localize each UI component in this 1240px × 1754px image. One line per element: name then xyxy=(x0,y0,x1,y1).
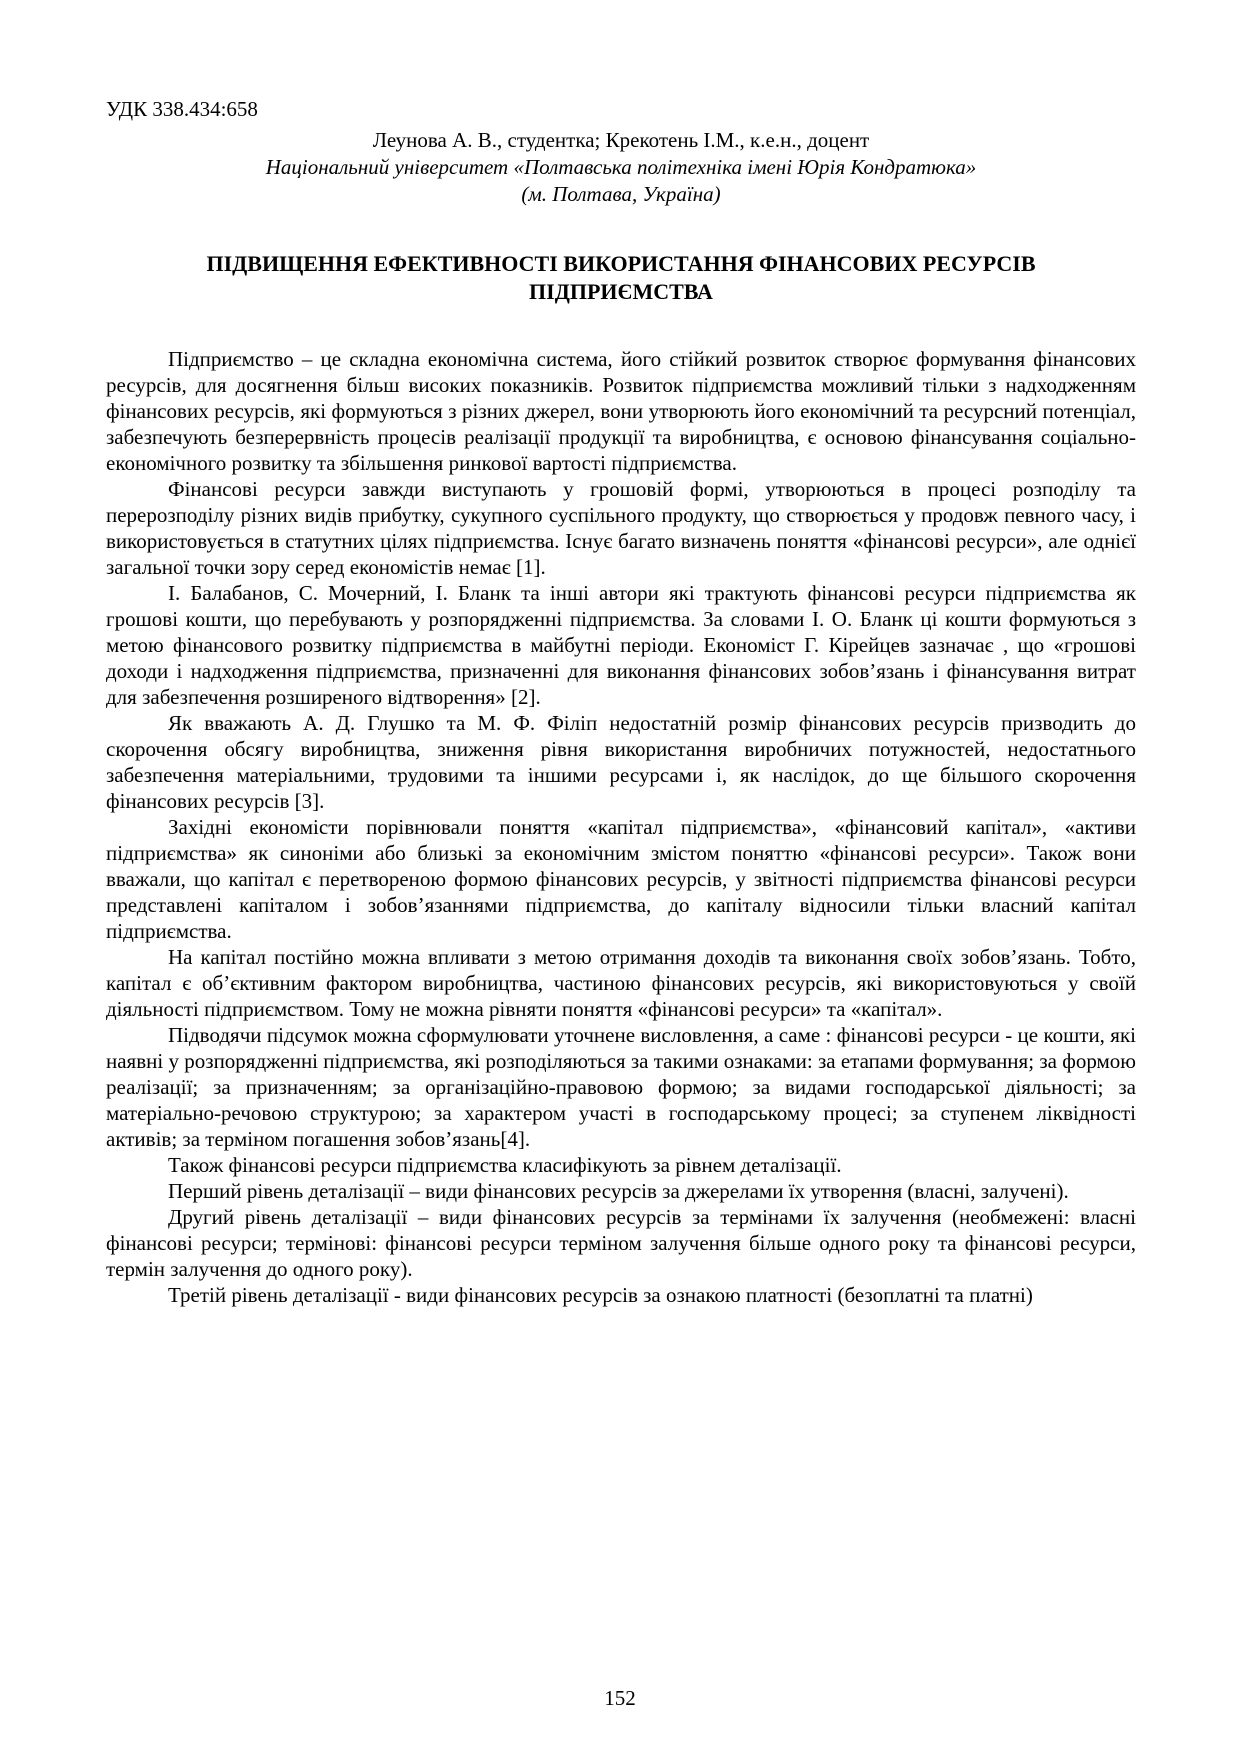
paragraph-4: Як вважають А. Д. Глушко та М. Ф. Філіп недостатній розмір фінансових ресурсів призводить до скорочення обсягу виробництва, зниження рівня використання виробничих потужностей, недостатнього забезпечення матеріальними, трудовими та іншими ресурсами і, як наслідок, до ще більшого скорочення фінансових ресурсів [3]. xyxy=(106,711,1136,813)
paragraph-11: Третій рівень деталізації - види фінансових ресурсів за ознакою платності (безоплатні та платні) xyxy=(168,1283,1033,1307)
paragraph-6: На капітал постійно можна впливати з метою отримання доходів та виконання своїх зобов’язань. Тобто, капітал є об’єктивним фактором виробництва, частиною фінансових ресурсів, які використовуються у своїй діяльності підприємством. Тому не можна рівняти поняття «фінансові ресурси» та «капітал». xyxy=(106,945,1136,1021)
affiliation-line: Національний університет «Полтавська політехніка імені Юрія Кондратюка» xyxy=(265,155,977,179)
page-number: 152 xyxy=(604,1686,636,1710)
paper-body xyxy=(106,346,1136,1308)
paper-title: ПІДВИЩЕННЯ ЕФЕКТИВНОСТІ ВИКОРИСТАННЯ ФІНАНСОВИХ РЕСУРСІВ ПІДПРИЄМСТВА xyxy=(206,251,1036,304)
paragraph-9: Перший рівень деталізації – види фінансових ресурсів за джерелами їх утворення (власні, залучені). xyxy=(168,1179,1069,1203)
paragraph-7: Підводячи підсумок можна сформулювати уточнене висловлення, а саме : фінансові ресурси - це кошти, які наявні у розпорядженні підприємства, які розподіляються за такими ознаками: за етапами формування; за формою реалізації; за призначенням; за організаційно-правовою формою; за видами господарської діяльності; за матеріально-речовою структурою; за характером участі в господарському процесі; за ступенем ліквідності активів; за терміном погашення зобов’язань[4]. xyxy=(106,1023,1136,1151)
paragraph-2: Фінансові ресурси завжди виступають у грошовій формі, утворюються в процесі розподілу та перерозподілу різних видів прибутку, сукупного суспільного продукту, що створюється у продовж певного часу, і використовується в статутних цілях підприємства. Існує багато визначень поняття «фінансові ресурси», але однієї загальної точки зору серед економістів немає [1]. xyxy=(106,477,1136,579)
paragraph-10: Другий рівень деталізації – види фінансових ресурсів за термінами їх залучення (необмежені: власні фінансові ресурси; термінові: фінансові ресурси терміном залучення більше одного року та фінансові ресурси, термін залучення до одного року). xyxy=(106,1205,1136,1281)
paragraph-8: Також фінансові ресурси підприємства класифікують за рівнем деталізації. xyxy=(168,1153,842,1177)
authors-line: Леунова А. В., студентка; Крекотень І.М., к.е.н., доцент xyxy=(372,128,870,152)
paragraph-1: Підприємство – це складна економічна система, його стійкий розвиток створює формування фінансових ресурсів, для досягнення більш високих показників. Розвиток підприємства можливий тільки з надходженням фінансових ресурсів, які формуються з різних джерел, вони утворюють його економічний та ресурсний потенціал, забезпечують безперервність процесів реалізації продукції та виробництва, є основою фінансування соціально-економічного розвитку та збільшення ринкової вартості підприємства. xyxy=(106,347,1136,475)
paragraph-5: Західні економісти порівнювали поняття «капітал підприємства», «фінансовий капітал», «активи підприємства» як синоніми або близькі за економічним змістом поняттю «фінансові ресурси». Також вони вважали, що капітал є перетвореною формою фінансових ресурсів, у звітності підприємства фінансові ресурси представлені капіталом і зобов’язаннями підприємства, до капіталу відносили тільки власний капітал підприємства. xyxy=(106,815,1136,943)
paragraph-3: І. Балабанов, С. Мочерний, І. Бланк та інші автори які трактують фінансові ресурси підприємства як грошові кошти, що перебувають у розпорядженні підприємства. За словами І. О. Бланк ці кошти формуються з метою фінансового розвитку підприємства в майбутні періоди. Економіст Г. Кірейцев зазначає , що «грошові доходи і надходження підприємства, призначенні для виконання фінансових зобов’язань і фінансування витрат для забезпечення розширеного відтворення» [2]. xyxy=(106,581,1136,709)
location-line: (м. Полтава, Україна) xyxy=(521,182,721,206)
udc-code: УДК 338.434:658 xyxy=(106,97,258,121)
